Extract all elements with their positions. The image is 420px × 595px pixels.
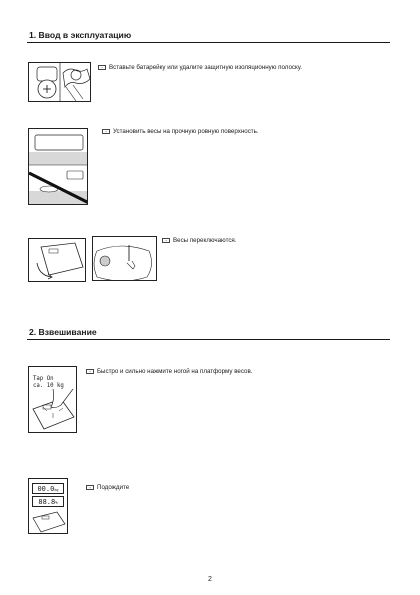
step-text: Установить весы на прочную ровную поверхность.	[113, 128, 259, 135]
section-divider	[27, 42, 390, 43]
scale-display-illustration	[92, 236, 157, 281]
hand-pointing-icon: ☞	[98, 65, 106, 70]
hand-pointing-icon: ☞	[162, 238, 170, 243]
step-text: Вставьте батарейку или удалите защитную изоляционную полоску.	[109, 64, 302, 71]
step-text: Быстро и сильно нажмите ногой на платформу весов.	[97, 368, 253, 375]
weight-readout: 00.0kg	[32, 483, 64, 494]
hand-pointing-icon: ☞	[86, 369, 94, 374]
battery-illustration	[28, 62, 91, 102]
hand-pointing-icon: ☞	[102, 129, 110, 134]
step-surface	[102, 128, 259, 135]
section-title-weighing: 2. Взвешивание	[29, 327, 97, 337]
section-title-setup: 1. Ввод в эксплуатацию	[29, 30, 132, 40]
tap-on-label: Tap On ca. 10 kg	[33, 376, 64, 389]
scale-flip-illustration	[28, 238, 86, 282]
step-wait	[86, 484, 129, 491]
step-switch	[162, 237, 237, 244]
hand-pointing-icon: ☞	[86, 485, 94, 490]
page-number: 2	[208, 576, 212, 583]
section-divider	[27, 339, 390, 340]
percent-readout: 88.8%	[32, 496, 64, 507]
step-battery	[98, 64, 302, 71]
step-tap	[86, 368, 252, 375]
step-text: Подождите	[97, 484, 130, 491]
display-illustration	[28, 478, 68, 534]
step-text: Весы переключаются.	[173, 237, 237, 244]
tap-on-illustration	[28, 366, 77, 433]
surface-illustration	[28, 128, 88, 205]
